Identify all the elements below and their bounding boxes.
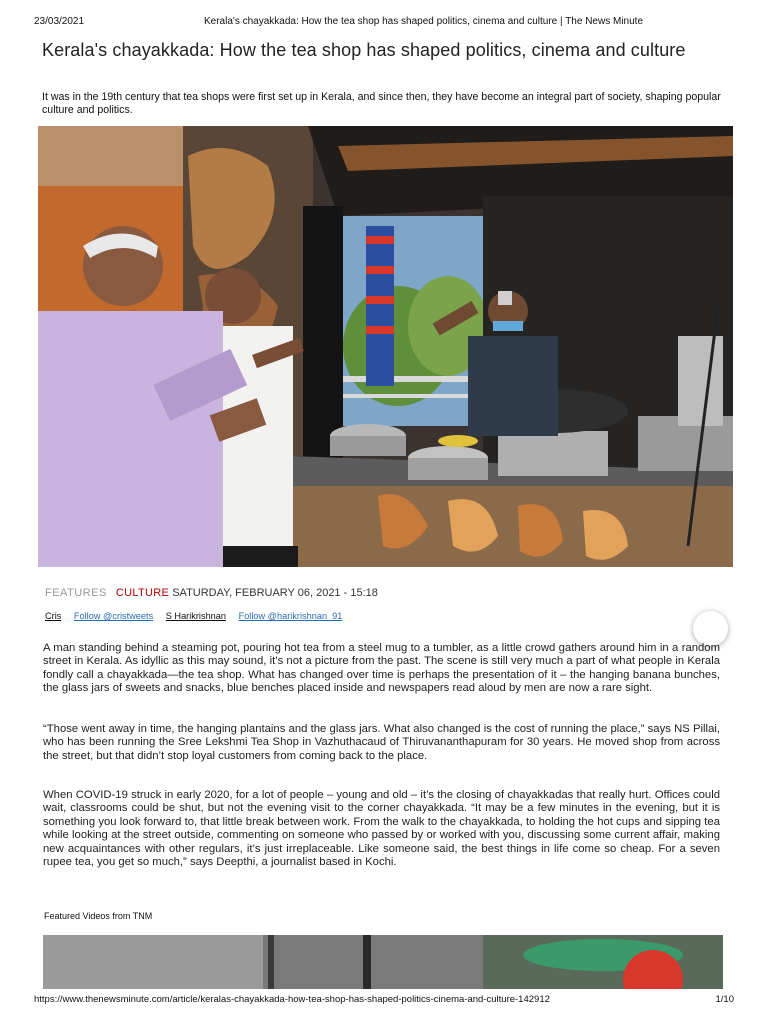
author-link-cris[interactable]: Cris [45, 611, 62, 621]
print-page-number: 1/10 [715, 994, 734, 1005]
print-header [34, 16, 734, 30]
print-footer [34, 994, 734, 1008]
article-headline: Kerala's chayakkada: How the tea shop has shaped politics, cinema and culture [42, 40, 686, 60]
bylines [45, 611, 352, 621]
article-paragraph-3: When COVID-19 struck in early 2020, for a lot of people – young and old – it’s the closing of chayakkadas that really hurt. Offices could wait, classrooms could be shut, but not the evening visit to the corner chayakkada. “It may be a few minutes in the evening, but it is something you look forward to, that little break between work. From the walk to the chayakkada, to holding the hot cups and sipping tea while looking at the street outside, commenting on someone who passed by or worked with you, discussing some current affair, making new acquaintances with other regulars, it’s just irreplaceable. Like someone said, the best things in life come so cheap. For a seven rupee tea, you get so much,” says Deepthi, a journalist based in Kochi. [43, 789, 720, 869]
article-paragraph-1: A man standing behind a steaming pot, pouring hot tea from a steel mug to a tumbler, as a little crowd gathers around him in a random street in Kerala. As idyllic as this may sound, it’s not a picture from the past. The scene is still very much a part of what people in Kerala fondly call a chayakkada—the tea shop. What has changed over time is perhaps the presentation of it – the hanging banana bunches, the glass jars of sweets and snacks, blue benches placed inside and newspapers read aloud by men are now a rare sight. [43, 642, 720, 695]
article-standfirst: It was in the 19th century that tea shops were first set up in Kerala, and since then, they have become an integral part of society, shaping popular culture and politics. [42, 91, 721, 116]
tea-shop-scene-illustration [38, 126, 733, 567]
hero-photo [38, 126, 733, 567]
article-meta [45, 587, 378, 599]
video-thumbnail-image [43, 935, 723, 989]
publish-date: SATURDAY, FEBRUARY 06, 2021 - 15:18 [172, 587, 378, 599]
category-features-link[interactable]: FEATURES [45, 587, 107, 599]
print-date: 23/03/2021 [34, 16, 85, 27]
print-url: https://www.thenewsminute.com/article/keralas-chayakkada-how-tea-shop-has-shaped-politics-cinema-and-culture-142912 [34, 994, 550, 1005]
featured-video-thumbnail[interactable] [43, 935, 723, 989]
follow-link-harikrishnan[interactable]: Follow @harikrishnan_91 [238, 611, 343, 621]
print-page-title: Kerala's chayakkada: How the tea shop has shaped politics, cinema and culture | The News Minute [204, 16, 644, 27]
author-link-harikrishnan[interactable]: S Harikrishnan [165, 611, 227, 621]
floating-share-button[interactable] [693, 611, 728, 646]
follow-link-cristweets[interactable]: Follow @cristweets [73, 611, 154, 621]
featured-videos-heading: Featured Videos from TNM [44, 911, 153, 921]
category-culture-link[interactable]: CULTURE [115, 587, 170, 599]
article-paragraph-2: “Those went away in time, the hanging plantains and the glass jars. What also changed is the cost of running the place,” says NS Pillai, who has been running the Sree Lekshmi Tea Shop in Vazhuthacaud of Thiruvananthapuram for 30 years. He moved shop from across the street, but that didn’t stop loyal customers from coming back to the place. [43, 723, 720, 762]
